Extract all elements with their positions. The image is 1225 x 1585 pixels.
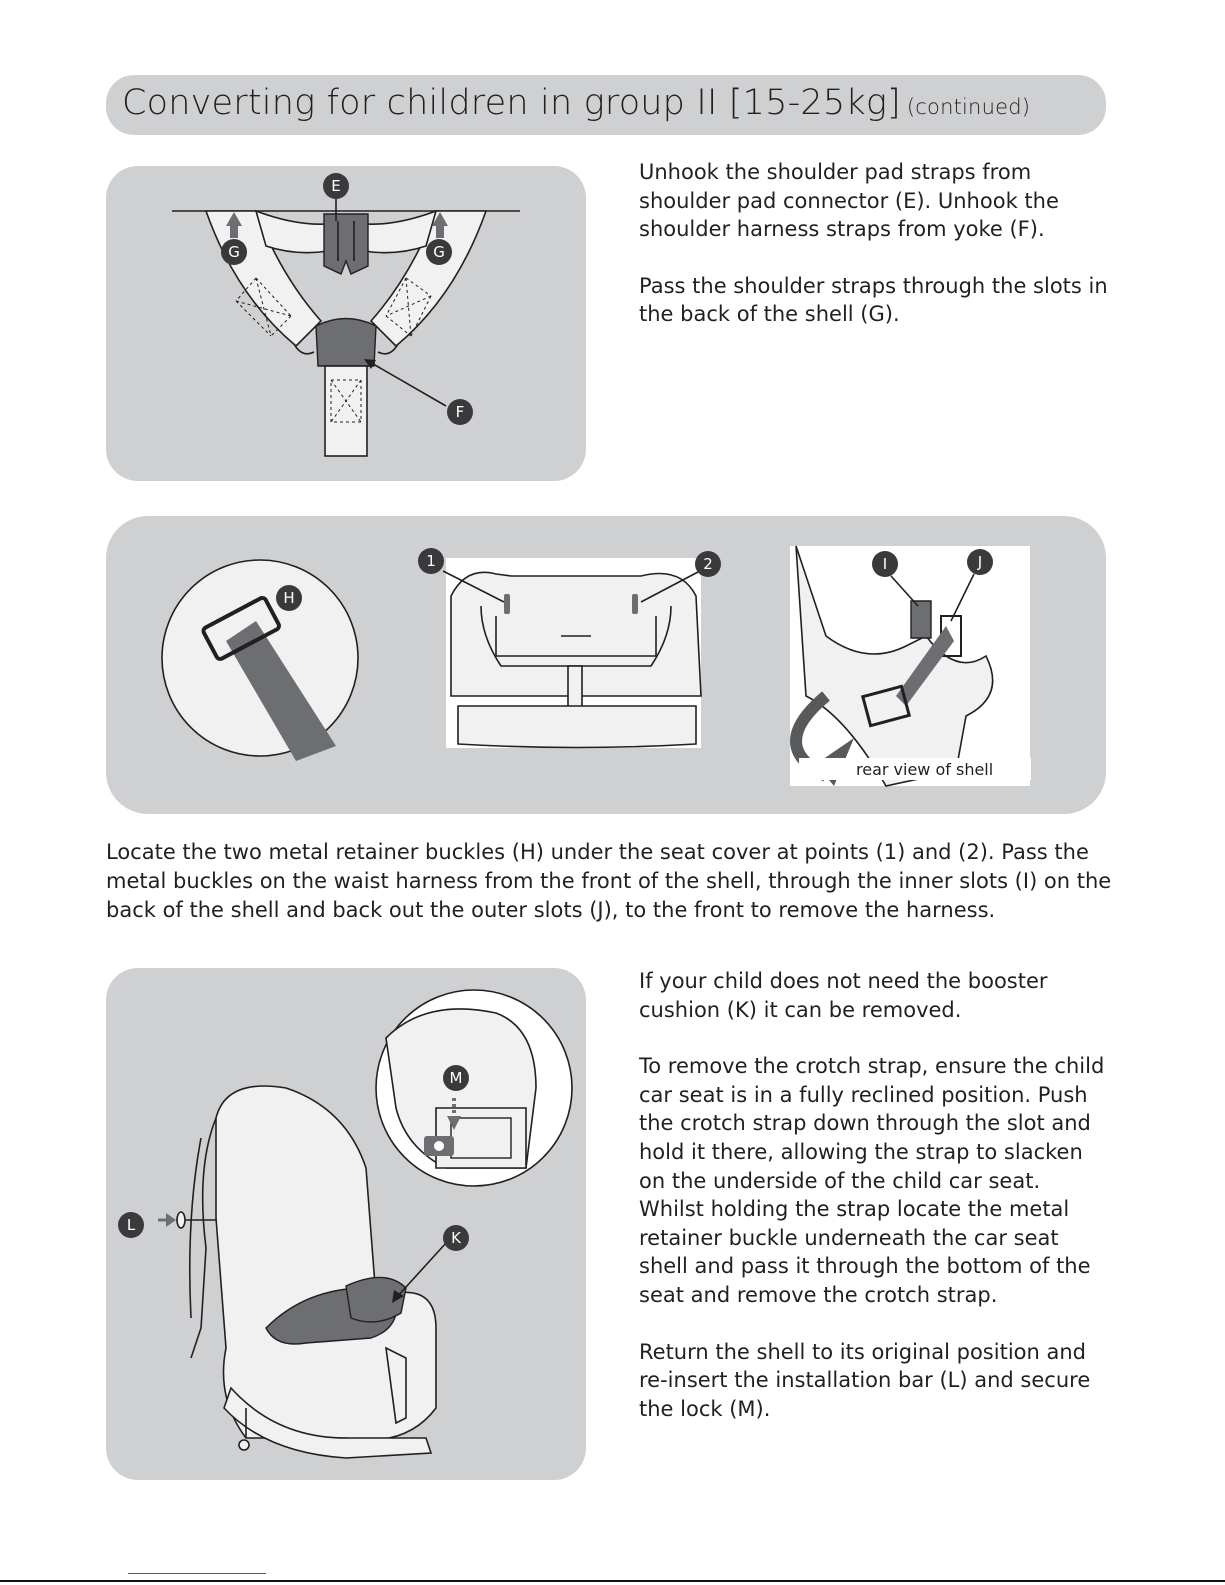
svg-text:J: J — [977, 553, 983, 571]
label-j-badge — [967, 549, 993, 575]
svg-text:H: H — [283, 589, 295, 607]
instruction-paragraph: Pass the shoulder straps through the slots in the back of the shell (G). — [639, 273, 1108, 327]
label-h-badge — [276, 585, 302, 611]
title-main: Converting for children in group II [15-25kg] — [122, 83, 901, 123]
instruction-paragraph: Locate the two metal retainer buckles (H) under the seat cover at points (1) and (2). Pass the metal buckles on the waist harness from the front of the shell, through the inner slots (I) on the back of the shell and back out the outer slots (J), to the front to remove the harness. — [106, 840, 1112, 922]
title-bar — [106, 75, 1106, 135]
waist-harness-drawing — [106, 516, 1106, 814]
booster-cushion-instructions — [639, 967, 1109, 1451]
page-title — [122, 83, 1030, 123]
svg-text:G: G — [433, 243, 445, 261]
booster-cushion-drawing — [106, 968, 586, 1480]
shoulder-strap-instructions — [639, 158, 1109, 357]
label-2-badge — [695, 551, 721, 577]
label-g-left-badge — [221, 239, 247, 265]
label-g-right-badge — [426, 239, 452, 265]
rear-view-caption: rear view of shell — [856, 760, 994, 779]
shoulder-strap-drawing — [106, 166, 586, 481]
label-i-badge — [872, 551, 898, 577]
waist-harness-illustration — [106, 516, 1106, 814]
instruction-paragraph: Unhook the shoulder pad straps from shoulder pad connector (E). Unhook the shoulder harness straps from yoke (F). — [639, 160, 1059, 242]
label-l-badge — [118, 1212, 144, 1238]
instruction-paragraph: Return the shell to its original position and re-insert the installation bar (L) and secure the lock (M). — [639, 1339, 1091, 1421]
label-e-badge — [323, 173, 349, 199]
footer-link-underline — [128, 1573, 266, 1574]
shoulder-strap-illustration — [106, 166, 586, 481]
svg-text:L: L — [126, 1216, 136, 1234]
svg-text:G: G — [228, 243, 240, 261]
svg-text:I: I — [882, 555, 888, 573]
label-k-badge — [443, 1225, 469, 1251]
svg-text:E: E — [331, 177, 341, 195]
svg-text:F: F — [455, 403, 465, 421]
label-1-badge — [418, 548, 444, 574]
booster-cushion-illustration — [106, 968, 586, 1480]
svg-text:1: 1 — [426, 552, 436, 570]
label-m-badge — [443, 1065, 469, 1091]
footer-rule — [0, 1580, 1225, 1582]
title-suffix: (continued) — [906, 95, 1031, 119]
waist-harness-instructions — [106, 838, 1116, 925]
svg-text:M: M — [449, 1069, 463, 1087]
instruction-paragraph: If your child does not need the booster cushion (K) it can be removed. — [639, 969, 1048, 1022]
label-f-badge — [447, 399, 473, 425]
svg-text:K: K — [451, 1229, 461, 1247]
instruction-paragraph: To remove the crotch strap, ensure the child car seat is in a fully reclined position. Push the crotch strap down through the slot and hold it there, allowing the strap to slacken on the underside of the child car seat. Whilst holding the strap locate the metal retainer buckle underneath the car seat shell and pass it through the bottom of the seat and remove the crotch strap. — [639, 1054, 1105, 1307]
svg-text:2: 2 — [703, 555, 713, 573]
